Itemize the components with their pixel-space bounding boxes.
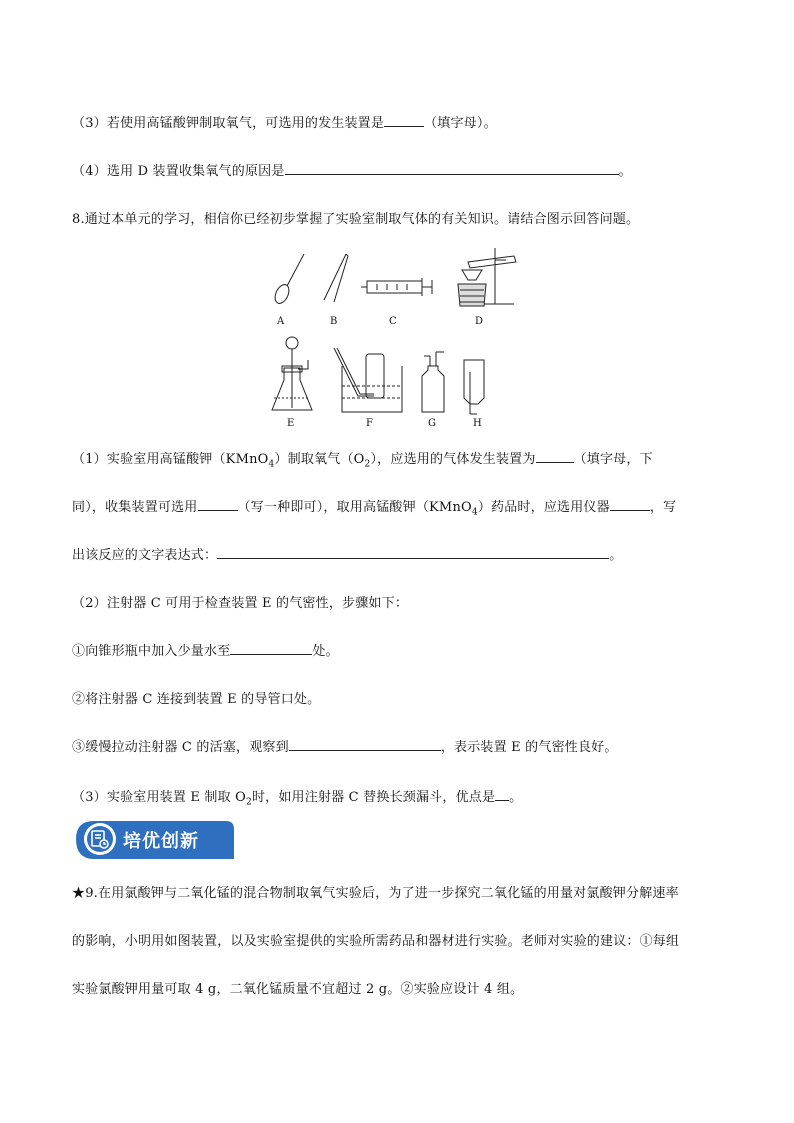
figure-label-c: C bbox=[389, 316, 397, 327]
figure-label-d: D bbox=[475, 316, 484, 327]
water-trough-icon bbox=[334, 348, 402, 412]
q8-step3: ③缓慢拉动注射器 C 的活塞，观察到 ，表示装置 E 的气密性良好。 bbox=[72, 740, 618, 755]
q8-step1: ①向锥形瓶中加入少量水至 处。 bbox=[72, 644, 339, 659]
q8-stem: 8.通过本单元的学习，相信你已经初步掌握了实验室制取气体的有关知识。请结合图示回答问题。 bbox=[72, 212, 640, 227]
conical-flask-funnel-icon bbox=[272, 337, 312, 410]
answer-blank[interactable] bbox=[285, 162, 619, 175]
q9-line2: 的影响，小明用如图装置，以及实验室提供的实验所需药品和器材进行实验。老师对实验的建议：①每组 bbox=[72, 934, 680, 949]
answer-blank[interactable] bbox=[230, 642, 312, 655]
q9-line3: 实验氯酸钾用量可取 4 g，二氧化锰质量不宜超过 2 g。②实验应设计 4 组。 bbox=[72, 982, 524, 997]
q7-part3: （3）若使用高锰酸钾制取氧气，可选用的发生装置是 （填字母）。 bbox=[72, 116, 497, 131]
inverted-bottle-icon bbox=[464, 360, 484, 414]
q7-part4: （4）选用 D 装置收集氧气的原因是 。 bbox=[72, 164, 632, 179]
figure-label-f: F bbox=[366, 418, 373, 429]
answer-blank[interactable] bbox=[610, 498, 650, 511]
figure-label-e: E bbox=[287, 418, 295, 429]
apparatus-figure bbox=[262, 248, 532, 430]
figure-label-h: H bbox=[473, 418, 482, 429]
q8-part3: （3）实验室用装置 E 制取 $O_2$时，如用注射器 C 替换长颈漏斗，优点是 。 bbox=[72, 790, 523, 808]
answer-blank[interactable] bbox=[536, 450, 574, 463]
figure-label-a: A bbox=[277, 316, 285, 327]
answer-blank[interactable] bbox=[198, 498, 238, 511]
tweezers-icon bbox=[324, 254, 348, 302]
q8-part1-line2: 同），收集装置可选用 （写一种即可），取用高锰酸钾（KMnO$_4$）药品时，应选用仪器 ，写 bbox=[72, 500, 677, 518]
syringe-icon bbox=[361, 278, 432, 296]
q8-part2-intro: （2）注射器 C 可用于检查装置 E 的气密性，步骤如下： bbox=[72, 596, 409, 611]
answer-blank[interactable] bbox=[289, 738, 441, 751]
q8-part1-line1: （1）实验室用高锰酸钾（KMnO$_4$）制取氧气$(O_2)$，应选用的气体发生装置为 （填字母，下 bbox=[72, 452, 653, 470]
answer-blank[interactable] bbox=[384, 114, 424, 127]
spoon-icon bbox=[272, 254, 304, 306]
apparatus-drawing bbox=[262, 248, 532, 430]
q8-part1-line3: 出该反应的文字表达式： 。 bbox=[72, 548, 623, 563]
section-title: 培优创新 bbox=[123, 831, 199, 852]
figure-label-g: G bbox=[428, 418, 436, 429]
gas-bottle-icon bbox=[422, 352, 444, 412]
q8-step2: ②将注射器 C 连接到装置 E 的导管口处。 bbox=[72, 692, 321, 707]
answer-blank[interactable] bbox=[495, 788, 509, 801]
answer-blank[interactable] bbox=[217, 546, 609, 559]
q9-line1: ★9.在用氯酸钾与二氧化锰的混合物制取氧气实验后，为了进一步探究二氧化锰的用量对氯酸钾分解速率 bbox=[72, 886, 679, 901]
heating-apparatus-icon bbox=[458, 248, 516, 306]
figure-label-b: B bbox=[330, 316, 338, 327]
